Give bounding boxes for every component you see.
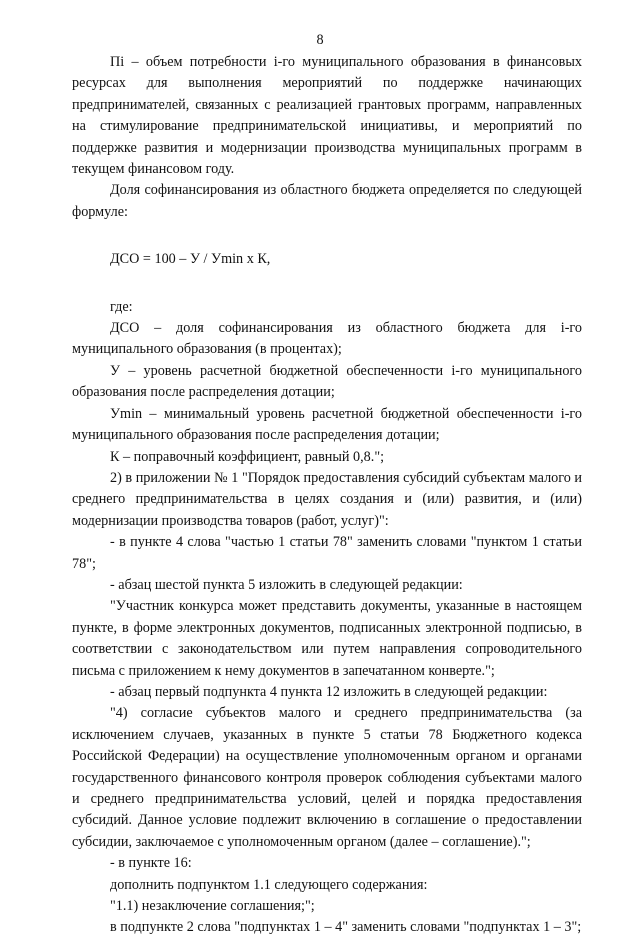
paragraph-item-16-add: дополнить подпунктом 1.1 следующего содержания: <box>110 876 428 893</box>
paragraph-p-i-definition: Пi – объем потребности i-го муниципального образования в финансовых ресурсах для выполнения мероприятий по поддержке начинающих предпринимателей, связанных с реализацией грантовых программ, направленных на стимулирование предпринимательской инициативы, и мероприятий по поддержке развития и модернизации производства муниципальных программ в текущем финансовом году. <box>72 54 582 178</box>
document-body <box>72 52 582 939</box>
paragraph-item-16: - в пункте 16: <box>110 855 192 872</box>
paragraph-item-5-text: "Участник конкурса может представить документы, указанные в настоящем пункте, в форме электронных документов, подписанных электронной подписью, в соответствии с законодательством или путем направления сопроводительного письма с приложением к нему документов в запечатанном конверте."; <box>72 598 582 679</box>
where-label: где: <box>110 298 133 315</box>
definition-dso: ДСО – доля софинансирования из областного бюджета для i-го муниципального образования (в процентах); <box>72 320 582 358</box>
definition-umin: Уmin – минимальный уровень расчетной бюджетной обеспеченности i-го муниципального образования после распределения дотации; <box>72 405 582 444</box>
paragraph-item-4: - в пункте 4 слова "частью 1 статьи 78" заменить словами "пунктом 1 статьи 78"; <box>72 534 582 572</box>
definition-u: У – уровень расчетной бюджетной обеспеченности i-го муниципального образования после распределения дотации; <box>72 362 582 401</box>
paragraph-item-5-intro: - абзац шестой пункта 5 изложить в следующей редакции: <box>110 576 463 593</box>
formula: ДСО = 100 – У / Уmin х К, <box>110 251 271 268</box>
paragraph-item-16-1-1: "1.1) незаключение соглашения;"; <box>110 898 315 915</box>
paragraph-item-12-text: "4) согласие субъектов малого и среднего предпринимательства (за исключением случаев, указанных в пункте 5 статьи 78 Бюджетного кодекса Российской Федерации) на осуществление уполномоченным органом и органами государственного финансового контроля проверок соблюдения субъектами малого и среднего предпринимательства условий, целей и порядка предоставления субсидий. Данное условие подлежит включению в соглашение о предоставлении субсидии, заключаемое с уполномоченным органом (далее – соглашение)."; <box>72 705 582 850</box>
page-number: 8 <box>316 32 324 48</box>
paragraph-item-16-2: в подпункте 2 слова "подпунктах 1 – 4" заменить словами "подпунктах 1 – 3"; <box>110 919 582 936</box>
paragraph-appendix-1: 2) в приложении № 1 "Порядок предоставления субсидий субъектам малого и среднего предпринимательства в целях создания и (или) развития, и (или) модернизации производства товаров (работ, услуг)": <box>72 469 582 529</box>
paragraph-cofinancing-intro: Доля софинансирования из областного бюджета определяется по следующей формуле: <box>72 182 582 220</box>
paragraph-item-12-intro: - абзац первый подпункта 4 пункта 12 изложить в следующей редакции: <box>110 683 548 700</box>
definition-k: К – поправочный коэффициент, равный 0,8."; <box>110 448 385 465</box>
